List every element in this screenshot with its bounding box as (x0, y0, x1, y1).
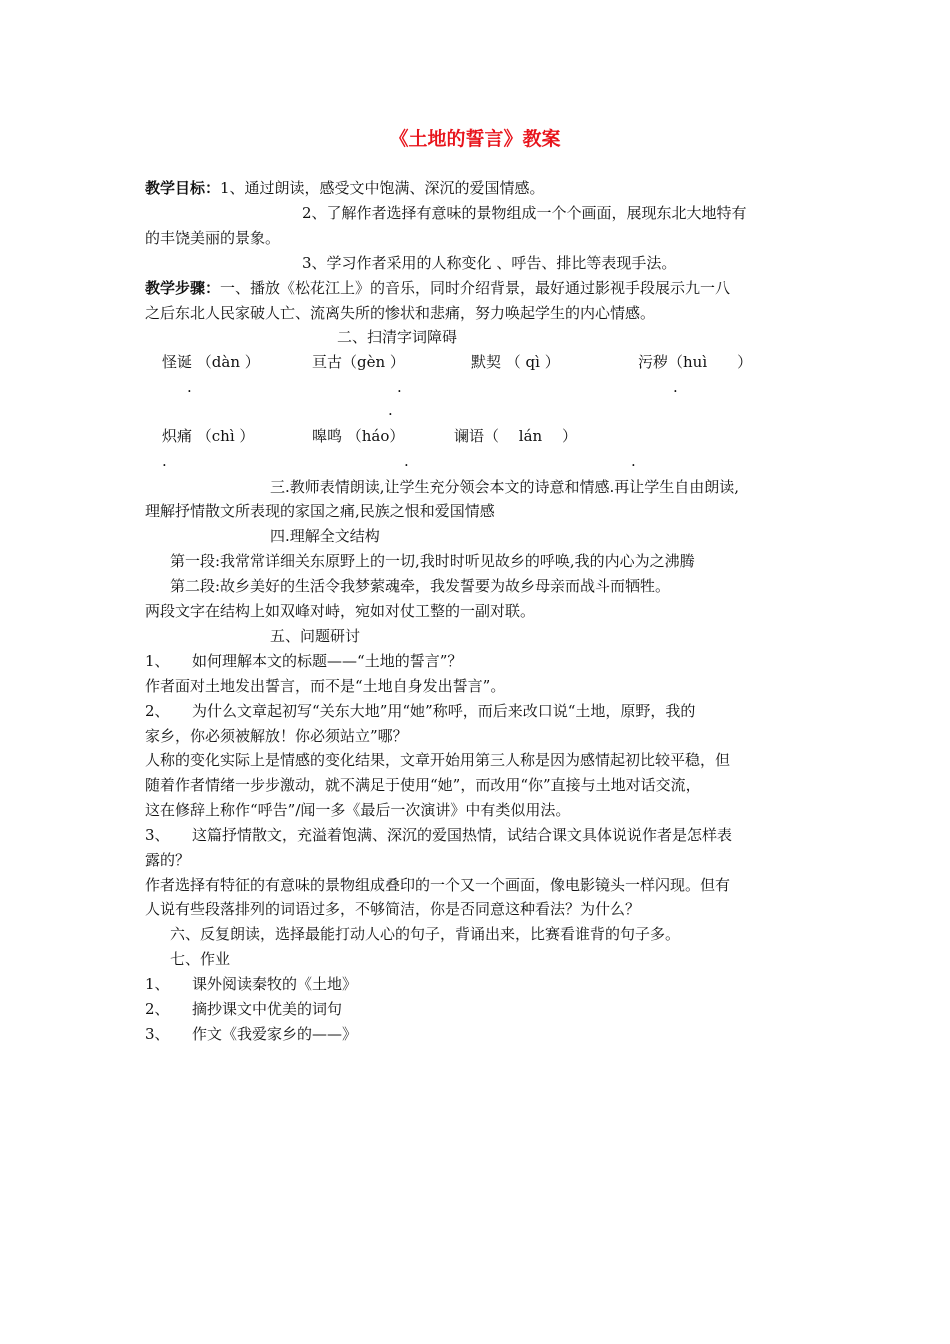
emphasis-dot: . (631, 452, 636, 470)
question-1: 1、 如何理解本文的标题——“土地的誓言”？ (145, 652, 463, 670)
step-1a: 一、播放《松花江上》的音乐，同时介绍背景，最好通过影视手段展示九一八 (220, 279, 731, 297)
answer-2c: 这在修辞上称作“呼告”/闻一多《最后一次演讲》中有类似用法。 (145, 801, 571, 819)
vocab-1: 怪诞 （dàn ） (162, 353, 260, 371)
homework-3: 3、 作文《我爱家乡的——》 (145, 1025, 358, 1043)
emphasis-dot: . (187, 378, 192, 396)
answer-2b: 随着作者情绪一步步激动，就不满足于使用“她”，而改用“你”直接与土地对话交流， (145, 776, 701, 794)
goals-label: 教学目标： (145, 179, 221, 197)
step-1b: 之后东北人民家破人亡、流离失所的惨状和悲痛，努力唤起学生的内心情感。 (145, 304, 656, 322)
emphasis-dot: . (388, 401, 393, 419)
question-3a: 3、 这篇抒情散文，充溢着饱满、深沉的爱国热情，试结合课文具体说说作者是怎样表 (145, 826, 733, 844)
homework-2: 2、 摘抄课文中优美的词句 (145, 1000, 343, 1018)
steps-line-1 (145, 278, 730, 298)
paragraph-3: 两段文字在结构上如双峰对峙，宛如对仗工整的一副对联。 (145, 602, 536, 620)
homework-1: 1、 课外阅读秦牧的《土地》 (145, 975, 358, 993)
document-title: 《土地的誓言》教案 (389, 128, 561, 150)
step-3a: 三.教师表情朗读,让学生充分领会本文的诗意和情感.再让学生自由朗读, (270, 478, 740, 496)
goal-1: 1、通过朗读，感受文中饱满、深沉的爱国情感。 (220, 179, 545, 197)
paragraph-1: 第一段:我常常详细关东原野上的一切,我时时听见故乡的呼唤,我的内心为之沸腾 (170, 552, 695, 570)
question-3b: 露的？ (145, 851, 191, 869)
vocab-7: 谰语（ lán ） (454, 427, 577, 445)
paragraph-2: 第二段:故乡美好的生活令我梦萦魂牵，我发誓要为故乡母亲而战斗而牺牲。 (170, 577, 671, 595)
vocab-5: 炽痛 （chì ） (162, 427, 255, 445)
emphasis-dot: . (404, 452, 409, 470)
vocab-3: 默契 （ qì ） (471, 353, 560, 371)
step-3b: 理解抒情散文所表现的家国之痛,民族之恨和爱国情感 (145, 502, 495, 520)
vocab-4: 污秽（huì ） (638, 353, 753, 371)
step-7: 七、作业 (170, 950, 231, 968)
goal-2a: 2、了解作者选择有意味的景物组成一个个画面，展现东北大地特有 (302, 204, 747, 222)
step-6: 六、反复朗读，选择最能打动人心的句子，背诵出来，比赛看谁背的句子多。 (170, 925, 681, 943)
steps-label: 教学步骤： (145, 279, 221, 297)
step-4: 四.理解全文结构 (270, 527, 380, 545)
question-2b: 家乡，你必须被解放！你必须站立”哪？ (145, 727, 408, 745)
goal-3: 3、学习作者采用的人称变化 、呼告、排比等表现手法。 (302, 254, 677, 272)
step-5: 五、问题研讨 (270, 627, 361, 645)
emphasis-dot: . (673, 378, 678, 396)
emphasis-dot: . (397, 378, 402, 396)
vocab-6: 嗥鸣 （háo） (312, 427, 405, 445)
answer-2a: 人称的变化实际上是情感的变化结果，文章开始用第三人称是因为感情起初比较平稳，但 (145, 751, 731, 769)
question-2a: 2、 为什么文章起初写“关东大地”用“她”称呼，而后来改口说“土地，原野，我的 (145, 702, 696, 720)
emphasis-dot: . (162, 452, 167, 470)
step-2: 二、扫清字词障碍 (337, 328, 458, 346)
answer-3b: 人说有些段落排列的词语过多，不够简洁，你是否同意这种看法？为什么？ (145, 900, 641, 918)
goal-2b: 的丰饶美丽的景象。 (145, 229, 281, 247)
vocab-2: 亘古（gèn ） (312, 353, 405, 371)
answer-3a: 作者选择有特征的有意味的景物组成叠印的一个又一个画面，像电影镜头一样闪现。但有 (145, 876, 731, 894)
answer-1: 作者面对土地发出誓言，而不是“土地自身发出誓言”。 (145, 677, 506, 695)
goals-line-1 (145, 178, 545, 198)
